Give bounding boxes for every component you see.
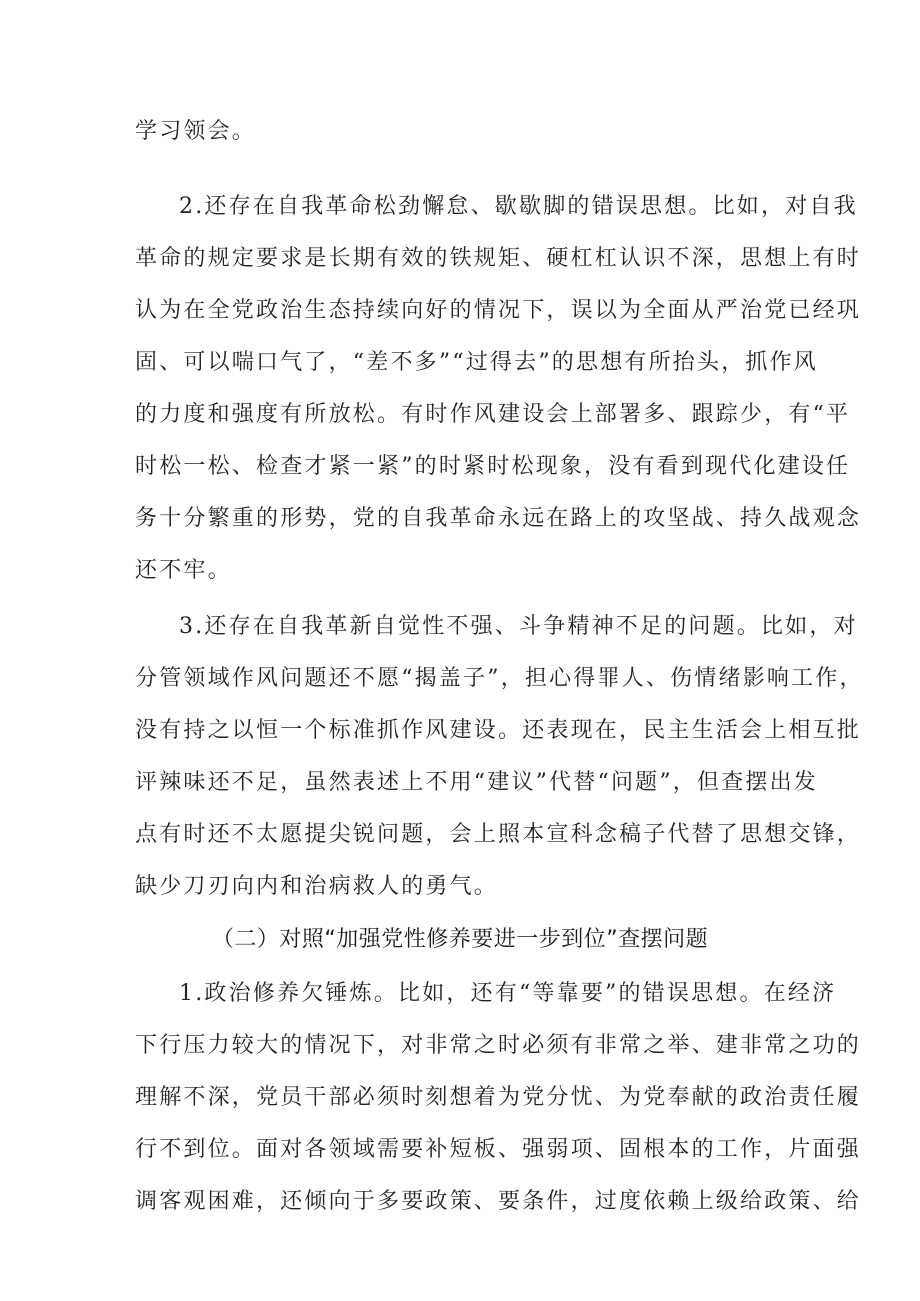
paragraph-line: 的力度和强度有所放松。有时作风建设会上部署多、跟踪少，有“平 bbox=[135, 402, 851, 427]
paragraph-line: 革命的规定要求是长期有效的铁规矩、硬杠杠认识不深，思想上有时 bbox=[135, 246, 862, 271]
paragraph-line: 下行压力较大的情况下，对非常之时必须有非常之举、建非常之功的 bbox=[135, 1033, 862, 1058]
paragraph-line: 分管领域作风问题还不愿“揭盖子”，担心得罪人、伤情绪影响工作， bbox=[135, 666, 864, 691]
paragraph-line: 1.政治修养欠锤炼。比如，还有“等靠要”的错误思想。在经济 bbox=[179, 981, 837, 1006]
paragraph-line: 缺少刀刃向内和治病救人的勇气。 bbox=[135, 874, 499, 899]
paragraph-line: 调客观困难，还倾向于多要政策、要条件，过度依赖上级给政策、给 bbox=[135, 1189, 862, 1214]
paragraph-line: 3.还存在自我革新自觉性不强、斗争精神不足的问题。比如，对 bbox=[179, 614, 858, 639]
paragraph-line: 学习领会。 bbox=[135, 119, 257, 144]
paragraph-line: 评辣味还不足，虽然表述上不用“建议”代替“问题”，但查摆出发 bbox=[135, 770, 818, 795]
paragraph-line: 理解不深，党员干部必须时刻想着为党分忧、为党奉献的政治责任履 bbox=[135, 1085, 862, 1110]
section-heading: （二）对照“加强党性修养要进一步到位”查摆问题 bbox=[211, 927, 709, 952]
paragraph-line: 认为在全党政治生态持续向好的情况下，误以为全面从严治党已经巩 bbox=[135, 298, 862, 323]
paragraph-line: 没有持之以恒一个标准抓作风建设。还表现在，民主生活会上相互批 bbox=[135, 718, 862, 743]
paragraph-line: 务十分繁重的形势，党的自我革命永远在路上的攻坚战、持久战观念 bbox=[135, 506, 862, 531]
paragraph-line: 固、可以喘口气了，“差不多”“过得去”的思想有所抬头，抓作风 bbox=[135, 350, 818, 375]
paragraph-line: 点有时还不太愿提尖锐问题，会上照本宣科念稿子代替了思想交锋， bbox=[135, 822, 862, 847]
paragraph-line: 行不到位。面对各领域需要补短板、强弱项、固根本的工作，片面强 bbox=[135, 1137, 862, 1162]
paragraph-line: 2.还存在自我革命松劲懈怠、歇歇脚的错误思想。比如，对自我 bbox=[179, 194, 858, 219]
paragraph-line: 时松一松、检查才紧一紧”的时紧时松现象，没有看到现代化建设任 bbox=[135, 454, 851, 479]
paragraph-line: 还不牢。 bbox=[135, 558, 232, 583]
